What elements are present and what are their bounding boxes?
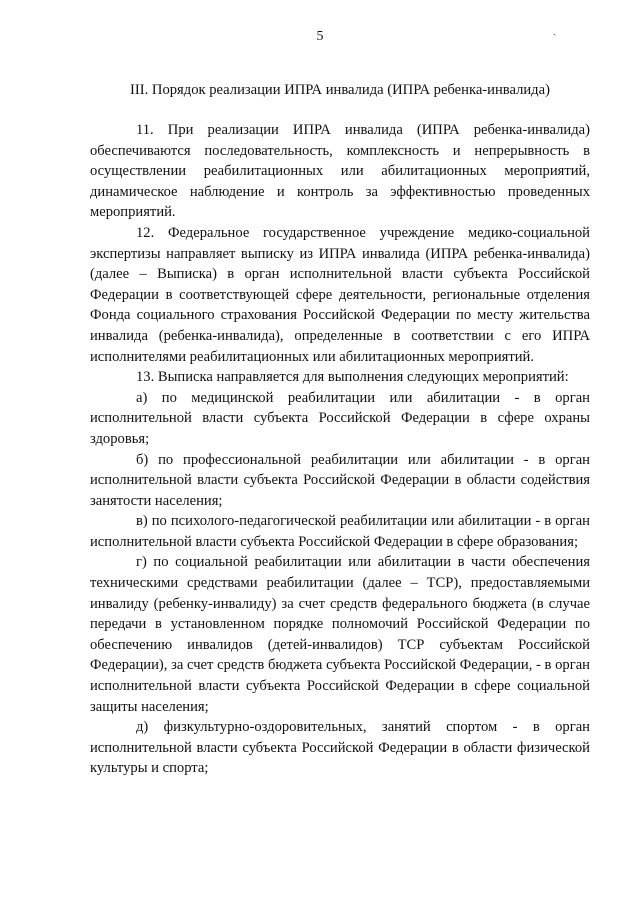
- page-number: 5: [316, 29, 324, 44]
- paragraph-12: 12. Федеральное государственное учреждение медико-социальной экспертизы направляет выписку из ИПРА инвалида (ИПРА ребенка-инвалида) (далее – Выписка) в орган исполнительной власти субъекта Российской Федерации в соответствующей сфере деятельности, региональные отделения Фонда социального страхования Российской Федерации по месту жительства инвалида (ребенка-инвалида), определенные в соответствии с его ИПРА исполнителями реабилитационных или абилитационных мероприятий.: [90, 224, 590, 365]
- list-item-g: г) по социальной реабилитации или абилитации в части обеспечения техническими средствами реабилитации (далее – ТСР), предоставляемыми инвалиду (ребенку-инвалиду) за счет средств федерального бюджета (в случае передачи в установленном порядке полномочий Российской Федерации по обеспечению инвалидов (детей-инвалидов) ТСР субъектам Российской Федерации), за счет средств бюджета субъекта Российской Федерации, - в орган исполнительной власти субъекта Российской Федерации в сфере социальной защиты населения;: [90, 554, 590, 715]
- scan-mark: ˏ: [553, 25, 557, 36]
- document-body: [90, 80, 590, 779]
- list-item-d: д) физкультурно-оздоровительных, занятий спортом - в орган исполнительной власти субъекта Российской Федерации в области физической культуры и спорта;: [90, 719, 590, 777]
- paragraph-13: 13. Выписка направляется для выполнения следующих мероприятий:: [136, 369, 569, 386]
- list-item-v: в) по психолого-педагогической реабилитации или абилитации - в орган исполнительной власти субъекта Российской Федерации в сфере образования;: [90, 513, 590, 550]
- paragraph-11: 11. При реализации ИПРА инвалида (ИПРА ребенка-инвалида) обеспечиваются последовательность, комплексность и непрерывность в осуществлении реабилитационных или абилитационных мероприятий, динамическое наблюдение и контроль за эффективностью проведенных мероприятий.: [90, 122, 590, 221]
- section-heading: III. Порядок реализации ИПРА инвалида (ИПРА ребенка-инвалида): [130, 82, 550, 98]
- list-item-a: а) по медицинской реабилитации или абилитации - в орган исполнительной власти субъекта Российской Федерации в сфере охраны здоровья;: [90, 389, 590, 447]
- list-item-b: б) по профессиональной реабилитации или абилитации - в орган исполнительной власти субъекта Российской Федерации в области содействия занятости населения;: [90, 451, 590, 509]
